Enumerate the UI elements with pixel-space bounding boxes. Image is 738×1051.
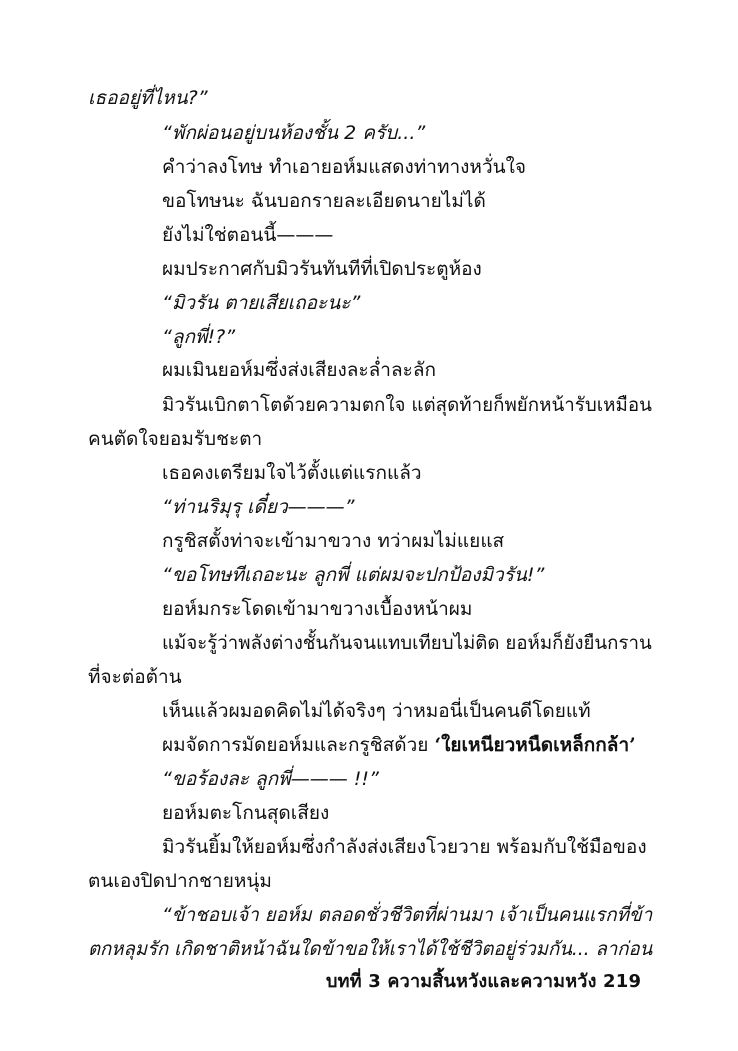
line-text: กรูชิสตั้งท่าจะเข้ามาขวาง ทว่าผมไม่แยแส: [162, 530, 505, 552]
line-text: ยอห์มตะโกนสุดเสียง: [162, 802, 330, 824]
text-line: [162, 563, 544, 587]
text-line: [162, 393, 652, 417]
text-line: [162, 699, 591, 723]
text-line: [162, 155, 526, 179]
line-text: คำว่าลงโทษ ทำเอายอห์มแสดงท่าทางหวั่นใจ: [162, 156, 527, 178]
line-text: ผมเมินยอห์มซึ่งส่งเสียงละล่ำละลัก: [162, 359, 436, 381]
line-text: เห็นแล้วผมอดคิดไม่ได้จริงๆ ว่าหมอนี่เป็นคนดีโดยแท้: [162, 700, 591, 722]
line-text: ที่จะต่อต้าน: [88, 666, 182, 688]
line-text: เธออยู่ที่ไหน?”: [88, 87, 208, 109]
line-text: ตนเองปิดปากชายหนุ่ม: [88, 870, 272, 892]
text-line: [88, 427, 262, 451]
text-line: [162, 835, 647, 859]
line-text: ผมประกาศกับมิวรันทันทีที่เปิดประตูห้อง: [162, 258, 482, 280]
line-text: แม้จะรู้ว่าพลังต่างชั้นกันจนแทบเทียบไม่ติด ยอห์มก็ยังยืนกราน: [162, 632, 652, 654]
text-line: [162, 223, 333, 247]
line-text: เธอคงเตรียมใจไว้ตั้งแต่แรกแล้ว: [162, 462, 422, 484]
text-line: [162, 189, 486, 213]
text-line: [162, 495, 354, 519]
line-text: “ลูกพี่!?”: [162, 326, 236, 348]
text-line: [162, 767, 379, 791]
line-text: มิวรันยิ้มให้ยอห์มซึ่งกำลังส่งเสียงโวยวาย พร้อมกับใช้มือของ: [162, 836, 647, 858]
text-line: [88, 86, 208, 110]
line-text: “ข้าชอบเจ้า ยอห์ม ตลอดชั่วชีวิตที่ผ่านมา เจ้าเป็นคนแรกที่ข้า: [162, 904, 653, 926]
line-text: “ท่านริมุรุ เดี๋ยว———”: [162, 496, 355, 518]
line-text: คนตัดใจยอมรับชะตา: [88, 428, 263, 450]
text-line: [162, 461, 422, 485]
line-text: “ขอร้องละ ลูกพี่——— !!”: [162, 768, 379, 790]
text-line: [162, 325, 235, 349]
text-line: [162, 291, 360, 315]
line-text: ยังไม่ใช่ตอนนี้———: [162, 224, 334, 246]
line-text: ขอโทษนะ ฉันบอกรายละเอียดนายไม่ได้: [162, 190, 486, 212]
bold-term: ‘ใยเหนียวหนืดเหล็กกล้า’: [434, 734, 636, 756]
text-line: [162, 358, 436, 382]
text-line: [162, 903, 652, 927]
text-line: [162, 597, 472, 621]
page-footer: บทที่ 3 ความสิ้นหวังและความหวัง 219: [326, 971, 642, 992]
line-text: ตกหลุมรัก เกิดชาติหน้าฉันใดข้าขอให้เราได้ใช้ชีวิตอยู่ร่วมกัน... ลาก่อน: [88, 938, 653, 960]
line-text: “มิวรัน ตายเสียเถอะนะ”: [162, 292, 361, 314]
line-text: “พักผ่อนอยู่บนห้องชั้น 2 ครับ...”: [162, 122, 426, 144]
text-line: [162, 631, 652, 655]
text-line: [162, 121, 425, 145]
line-text: ยอห์มกระโดดเข้ามาขวางเบื้องหน้าผม: [162, 598, 473, 620]
line-text: “ขอโทษทีเถอะนะ ลูกพี่ แต่ผมจะปกป้องมิวรัน!”: [162, 564, 545, 586]
text-line: [162, 529, 504, 553]
text-line: [88, 937, 652, 961]
text-line: [162, 801, 329, 825]
text-line: [162, 733, 636, 757]
text-line: [88, 665, 182, 689]
text-line: [88, 869, 272, 893]
line-text: มิวรันเบิกตาโตด้วยความตกใจ แต่สุดท้ายก็พยักหน้ารับเหมือน: [162, 394, 652, 416]
text-line: [162, 257, 482, 281]
line-text: ผมจัดการมัดยอห์มและกรูชิสด้วย: [162, 734, 435, 756]
